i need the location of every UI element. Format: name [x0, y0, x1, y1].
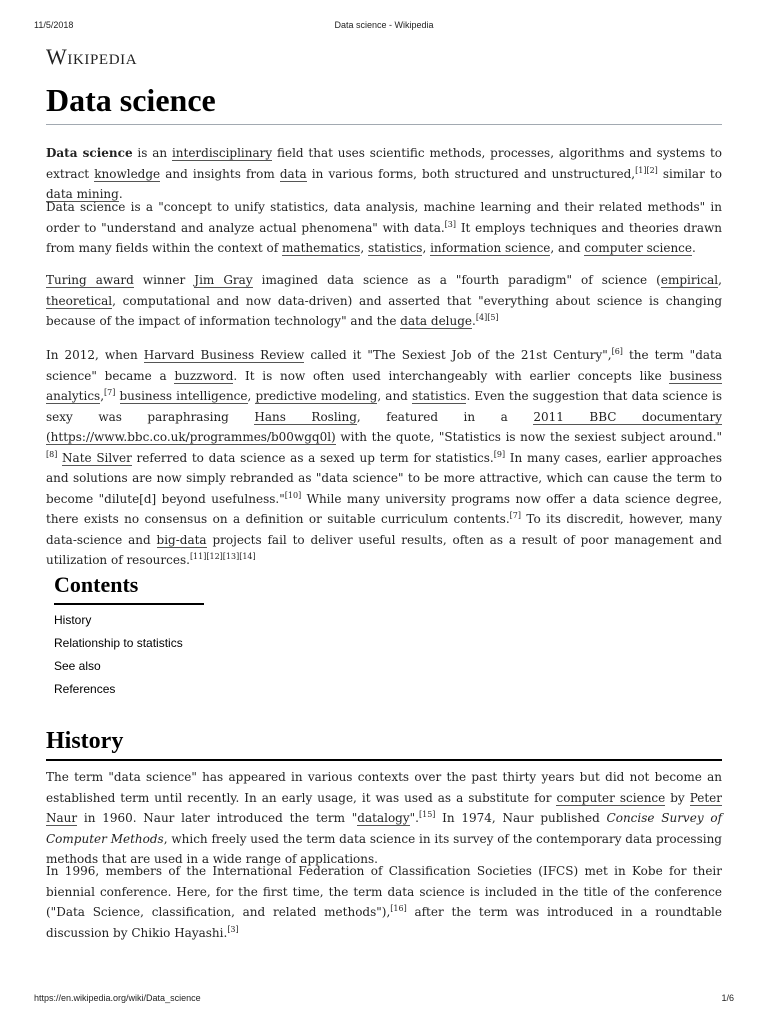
article-link[interactable]: Turing award — [46, 273, 134, 287]
citation-link[interactable]: [16] — [390, 904, 407, 913]
article-link[interactable]: big-data — [156, 532, 207, 547]
article-link[interactable]: theoretical — [46, 293, 113, 308]
page-number: 1/6 — [721, 993, 734, 1003]
page-title: Data science — [46, 82, 216, 118]
citation-link[interactable]: [6] — [611, 347, 623, 356]
article-link[interactable]: business analytics — [46, 368, 722, 403]
toc-heading: Contents — [54, 572, 139, 597]
article-paragraph-3: Turing award winner Jim Gray imagined data science as a "fourth paradigm" of science (empirical, theoretical, computational and now data-driven) and asserted that "everything about science is changing because of the impact of information technology" and the data deluge.[4][5] — [46, 273, 722, 328]
article-link[interactable]: Nate Silver — [62, 450, 132, 465]
bold-term: Data science — [46, 146, 133, 160]
wikipedia-logo[interactable]: Wikipedia — [46, 44, 138, 69]
citation-link[interactable]: [7] — [509, 511, 521, 520]
history-paragraph-2: In 1996, members of the International Federation of Classification Societies (IFCS) met in Kobe for their biennial conference. Here, for the first time, the term data science is included in the title of the conference ("Data Science, classification, and related methods"),[16] after the term was introduced in a roundtable discussion by Chikio Hayashi.[3] — [46, 864, 722, 940]
citation-link[interactable]: [1][2] — [635, 165, 658, 175]
article-link[interactable]: computer science — [584, 241, 692, 255]
article-link[interactable]: empirical — [660, 273, 719, 287]
toc-item-relationship-to-statistics[interactable]: Relationship to statistics — [54, 636, 183, 650]
toc-item-references[interactable]: References — [54, 682, 116, 696]
print-footer — [34, 993, 734, 1005]
article-paragraph-1: Data science is an interdisciplinary field that uses scientific methods, processes, algorithms and systems to extract knowledge and insights from data in various forms, both structured and unstructured,[1][2] similar to data mining. — [46, 146, 723, 201]
toc-divider — [54, 603, 204, 605]
toc-item-see-also[interactable]: See also — [54, 659, 101, 673]
article-link[interactable]: datalogy — [357, 811, 410, 825]
article-link[interactable]: interdisciplinary — [171, 146, 273, 160]
article-link[interactable]: statistics — [411, 389, 467, 403]
article-link[interactable]: data — [279, 166, 307, 181]
history-paragraph-1: The term "data science" has appeared in various contexts over the past thirty years but did not become an established term until recently. In an early usage, it was used as a substitute for computer science by Peter Naur in 1960. Naur later introduced the term "datalogy".[15] In 1974, Naur published Concise Survey of Computer Methods, which freely used the term data science in its survey of the contemporary data processing methods that are used in a wide range of applications. — [46, 770, 723, 866]
article-paragraph-2: Data science is a "concept to unify statistics, data analysis, machine learning and their related methods" in order to "understand and analyze actual phenomena" with data.[3] It employs techniques and theories drawn from many fields within the context of mathematics, statistics, information science, and computer science. — [46, 200, 722, 255]
title-divider — [46, 124, 722, 125]
history-heading: History — [46, 728, 124, 754]
citation-link[interactable]: [15] — [418, 810, 436, 819]
table-of-contents — [54, 610, 183, 702]
citation-link[interactable]: [3] — [444, 219, 457, 229]
print-date: 11/5/2018 — [34, 20, 74, 30]
article-link[interactable]: data deluge — [400, 314, 473, 328]
article-link[interactable]: predictive modeling — [255, 389, 378, 403]
article-link[interactable]: Harvard Business Review — [143, 348, 305, 362]
print-header — [34, 20, 734, 32]
article-link[interactable]: Jim Gray — [194, 273, 253, 287]
article-link[interactable]: business intelligence — [119, 389, 248, 403]
article-link[interactable]: computer science — [556, 790, 666, 805]
article-paragraph-4: In 2012, when Harvard Business Review called it "The Sexiest Job of the 21st Century",[6] the term "data science" became a buzzword. It is now often used interchangeably with earlier concepts like business analytics,[7] business intelligence, predictive modeling, and statistics. Even the suggestion that data science is sexy was paraphrasing Hans Rosling, featured in a 2011 BBC documentary (https://www.bbc.co.uk/programmes/b00wgq0l) with the quote, "Statistics is now the sexiest subject around."[8] Nate Silver referred to data science as a sexed up term for statistics.[9] In many cases, earlier approaches and solutions are now simply rebranded as "data science" to be more attractive, which can cause the term to become "dilute[d] beyond usefulness."[10] While many university programs now offer a data science degree, there exists no consensus on a definition or suitable curriculum contents.[7] To its discredit, however, many data-science and big-data projects fail to deliver useful results, often as a result of poor management and utilization of resources.[11][12][13][14] — [46, 347, 723, 567]
article-link[interactable]: 2011 BBC documentary — [533, 409, 722, 424]
citation-link[interactable]: [3] — [227, 924, 239, 934]
citation-link[interactable]: [4][5] — [475, 313, 499, 322]
article-link[interactable]: data mining — [46, 187, 119, 201]
citation-link[interactable]: [7] — [104, 388, 116, 397]
history-divider — [46, 759, 722, 761]
citation-link[interactable]: [8] — [46, 449, 58, 459]
article-link[interactable]: statistics — [367, 241, 423, 255]
article-link[interactable]: Peter Naur — [46, 790, 722, 825]
italic-title: Concise Survey of Computer Methods — [46, 811, 723, 846]
print-url: https://en.wikipedia.org/wiki/Data_science — [34, 993, 201, 1003]
article-link[interactable]: Hans Rosling — [254, 409, 357, 424]
article-link[interactable]: mathematics — [282, 241, 361, 255]
toc-item-history[interactable]: History — [54, 613, 92, 627]
citation-link[interactable]: [11][12][13][14] — [189, 552, 256, 561]
citation-link[interactable]: [10] — [284, 490, 302, 500]
print-title: Data science - Wikipedia — [334, 20, 434, 30]
article-link[interactable]: buzzword — [174, 368, 234, 383]
article-link[interactable]: information science — [430, 241, 551, 255]
citation-link[interactable]: [9] — [493, 449, 506, 459]
article-link[interactable]: (https://www.bbc.co.uk/programmes/b00wgq0l) — [46, 430, 336, 444]
article-link[interactable]: knowledge — [94, 166, 161, 181]
